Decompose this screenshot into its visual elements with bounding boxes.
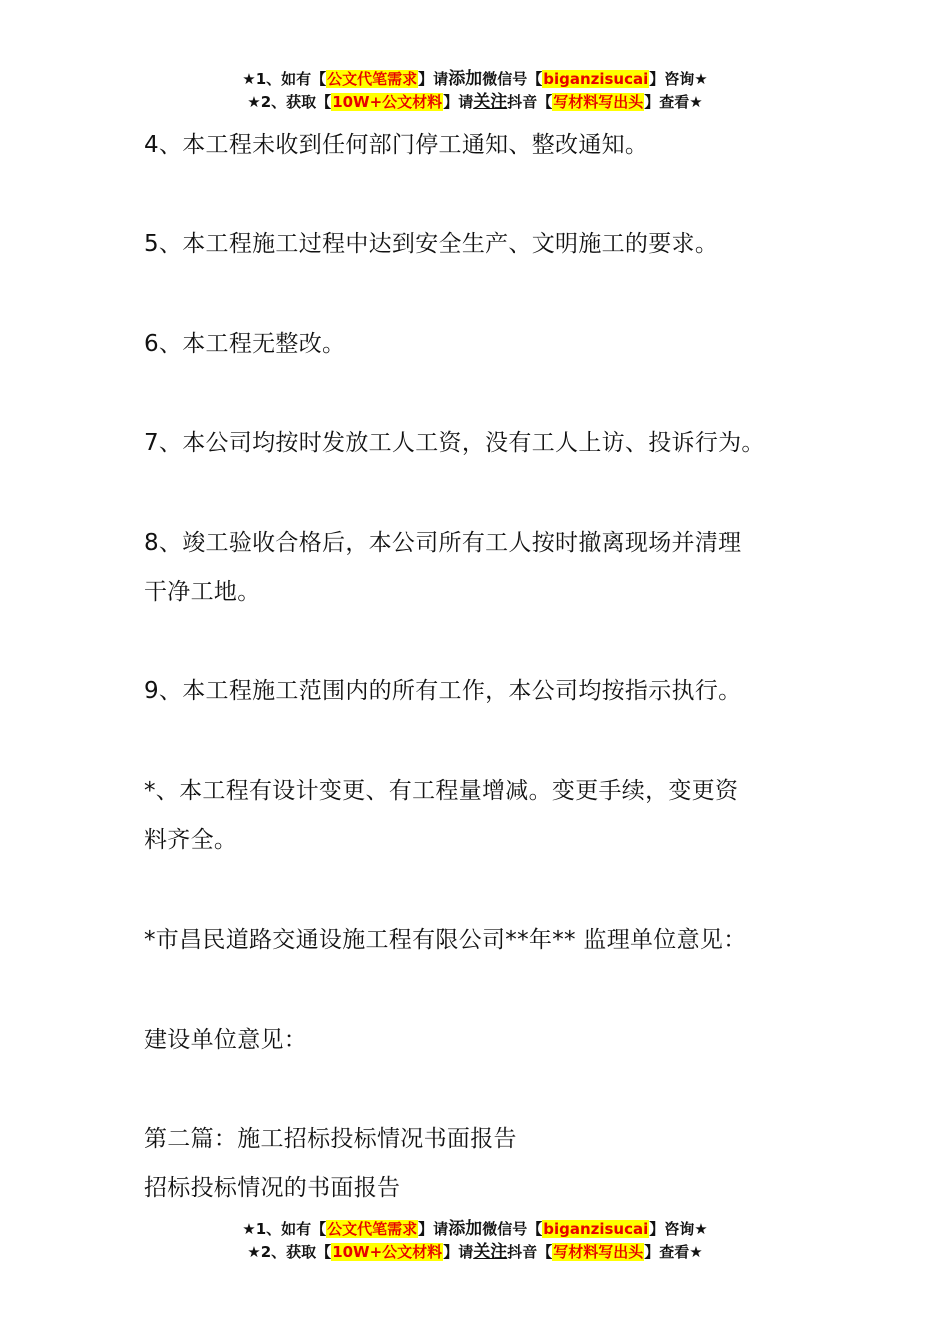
banner-text: 】查看★ — [644, 93, 703, 111]
highlight-materials: 10W+公文材料 — [332, 1243, 443, 1261]
banner-text: 】请 — [418, 70, 449, 88]
paragraph-line: 第二篇：施工招标投标情况书面报告 — [144, 1126, 517, 1152]
banner-emphasis: 添加 — [448, 1219, 483, 1239]
banner-text: 】咨询★ — [649, 70, 708, 88]
owner-opinion — [144, 1016, 814, 1065]
highlight-service: 公文代笔需求 — [327, 70, 418, 88]
paragraph-line: 6、本工程无整改。 — [144, 331, 346, 357]
highlight-wechat-id: biganzisucai — [543, 70, 649, 88]
banner-emphasis: 添加 — [448, 69, 483, 89]
banner-emphasis: 关注 — [473, 1242, 508, 1262]
signature-line — [144, 916, 814, 965]
banner-text: 】咨询★ — [649, 1220, 708, 1238]
paragraph-item-9 — [144, 667, 814, 716]
banner-line-1 — [0, 1218, 950, 1241]
banner-line-1 — [0, 68, 950, 91]
paragraph-line: *市昌民道路交通设施工程有限公司**年** 监理单位意见： — [144, 927, 747, 953]
highlight-douyin-account: 写材料写出头 — [553, 93, 644, 111]
banner-text: 】请 — [443, 1243, 474, 1261]
paragraph-item-4 — [144, 121, 814, 170]
paragraph-item-5 — [144, 220, 814, 269]
banner-text: 抖音【 — [507, 1243, 553, 1261]
banner-text: ★1、如有【 — [242, 70, 327, 88]
paragraph-line: 8、竣工验收合格后，本公司所有工人按时撤离现场并清理 — [144, 530, 742, 556]
paragraph-line: 4、本工程未收到任何部门停工通知、整改通知。 — [144, 132, 649, 158]
report-title — [144, 1164, 814, 1213]
paragraph-line: 建设单位意见： — [144, 1027, 308, 1053]
paragraph-item-7 — [144, 419, 814, 468]
banner-text: 】请 — [443, 93, 474, 111]
paragraph-line: *、本工程有设计变更、有工程量增减。变更手续，变更资 — [144, 778, 739, 804]
paragraph-line: 7、本公司均按时发放工人工资，没有工人上访、投诉行为。 — [144, 430, 765, 456]
banner-text: ★2、获取【 — [247, 93, 332, 111]
paragraph-item-8 — [144, 519, 814, 617]
paragraph-line: 料齐全。 — [144, 827, 238, 853]
paragraph-line: 干净工地。 — [144, 579, 261, 605]
highlight-wechat-id: biganzisucai — [543, 1220, 649, 1238]
paragraph-item-6 — [144, 320, 814, 369]
banner-text: 抖音【 — [507, 93, 553, 111]
paragraph-line: 招标投标情况的书面报告 — [144, 1175, 401, 1201]
banner-text: 】查看★ — [644, 1243, 703, 1261]
paragraph-item-10 — [144, 767, 814, 865]
banner-text: 微信号【 — [482, 1220, 543, 1238]
bottom-banner — [0, 1218, 950, 1264]
banner-text: ★2、获取【 — [247, 1243, 332, 1261]
banner-line-2 — [0, 1241, 950, 1264]
banner-text: 】请 — [418, 1220, 449, 1238]
highlight-douyin-account: 写材料写出头 — [553, 1243, 644, 1261]
banner-emphasis: 关注 — [473, 92, 508, 112]
highlight-service: 公文代笔需求 — [327, 1220, 418, 1238]
paragraph-line: 5、本工程施工过程中达到安全生产、文明施工的要求。 — [144, 231, 719, 257]
top-banner — [0, 68, 950, 114]
paragraph-line: 9、本工程施工范围内的所有工作，本公司均按指示执行。 — [144, 678, 742, 704]
banner-text: 微信号【 — [482, 70, 543, 88]
highlight-materials: 10W+公文材料 — [332, 93, 443, 111]
banner-text: ★1、如有【 — [242, 1220, 327, 1238]
banner-line-2 — [0, 91, 950, 114]
chapter-heading — [144, 1115, 814, 1164]
